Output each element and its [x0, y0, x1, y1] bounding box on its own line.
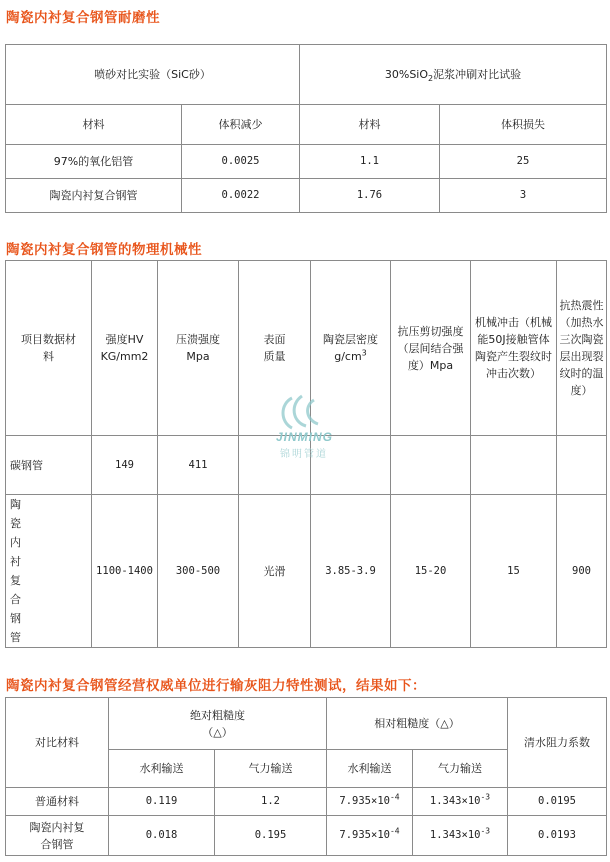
table-row: [6, 816, 607, 856]
cell-value: 1100-1400: [92, 495, 158, 648]
sandblast-group-header: 喷砂对比实验（SiC砂）: [6, 45, 300, 105]
cell-value: $7.935\times 10^{-4}$: [327, 788, 413, 816]
hdr-surface: 表面质量: [239, 261, 311, 436]
col-volume-loss: 体积损失: [440, 105, 607, 145]
cell-value: 3: [440, 179, 607, 213]
cell-value: $1.343\times 10^{-3}$: [413, 816, 508, 856]
cell-value: 900: [557, 495, 607, 648]
col-material-b: 材料: [300, 105, 440, 145]
cell-value: 411: [158, 436, 239, 495]
cell-value: 1.1: [300, 145, 440, 179]
hdr-compare-material: 对比材料: [6, 698, 109, 788]
cell-value: [471, 436, 557, 495]
hdr-relative-roughness: 相对粗糙度（△）: [327, 698, 508, 750]
hdr-density: 陶瓷层密度 $g/cm^3$: [311, 261, 391, 436]
hdr-rel-pneumatic: 气力输送: [413, 750, 508, 788]
hdr-item: 项目数据材料: [6, 261, 92, 436]
resistance-table: [5, 697, 607, 856]
hdr-impact: 机械冲击（机械能50J接触管体陶瓷产生裂纹时冲击次数）: [471, 261, 557, 436]
hdr-absolute-roughness: 绝对粗糙度（△）: [109, 698, 327, 750]
cell-value: 15: [471, 495, 557, 648]
hdr-thermal: 抗热震性（加热水三次陶瓷层出现裂纹时的温度）: [557, 261, 607, 436]
hdr-abs-pneumatic: 气力输送: [215, 750, 327, 788]
cell-value: 0.018: [109, 816, 215, 856]
cell-value: 149: [92, 436, 158, 495]
table-row: [6, 145, 607, 179]
cell-value: 0.0025: [182, 145, 300, 179]
cell-value: 0.0195: [508, 788, 607, 816]
hdr-crush: 压溃强度 Mpa: [158, 261, 239, 436]
cell-value: 0.0193: [508, 816, 607, 856]
cell-value: 0.195: [215, 816, 327, 856]
hdr-hardness: 强度HV KG/mm2: [92, 261, 158, 436]
cell-value: 300-500: [158, 495, 239, 648]
cell-value: 25: [440, 145, 607, 179]
cell-material: 97%的氧化铝管: [6, 145, 182, 179]
cell-value: 0.0022: [182, 179, 300, 213]
cell-value: [557, 436, 607, 495]
cell-material: 陶瓷内衬复合钢管: [6, 179, 182, 213]
col-volume-reduce: 体积减少: [182, 105, 300, 145]
watermark-logo: [262, 392, 354, 462]
cell-value: $1.343\times 10^{-3}$: [413, 788, 508, 816]
table-row: [6, 179, 607, 213]
cell-value: 3.85-3.9: [311, 495, 391, 648]
cell-material: 陶瓷内衬复合钢管: [6, 816, 109, 856]
hdr-abs-hydraulic: 水利输送: [109, 750, 215, 788]
hdr-shear: 抗压剪切强度（层间结合强度）Mpa: [391, 261, 471, 436]
col-material-a: 材料: [6, 105, 182, 145]
cell-value: 1.2: [215, 788, 327, 816]
watermark-brand-cn: 锦明管道: [280, 449, 328, 460]
hdr-water-resistance: 清水阻力系数: [508, 698, 607, 788]
section-title-mechanical: 陶瓷内衬复合钢管的物理机械性: [6, 242, 202, 258]
table-row: [6, 495, 607, 648]
cell-value: 1.76: [300, 179, 440, 213]
table-row: [6, 788, 607, 816]
cell-value: $7.935\times 10^{-4}$: [327, 816, 413, 856]
hdr-rel-hydraulic: 水利输送: [327, 750, 413, 788]
cell-material: 碳钢管: [6, 436, 92, 495]
cell-material: 陶瓷内衬复合钢管: [6, 495, 92, 648]
cell-value: [391, 436, 471, 495]
cell-material: 普通材料: [6, 788, 109, 816]
section-title-wear: 陶瓷内衬复合钢管耐磨性: [6, 10, 160, 26]
cell-value: 光滑: [239, 495, 311, 648]
cell-value: 15-20: [391, 495, 471, 648]
section-title-resistance: 陶瓷内衬复合钢管经营权威单位进行输灰阻力特性测试，结果如下：: [6, 678, 426, 694]
cell-value: 0.119: [109, 788, 215, 816]
wear-table: [5, 44, 607, 213]
slurry-group-header: 30%SiO$_2$泥浆冲刷对比试验: [300, 45, 607, 105]
watermark-brand: JINMING: [276, 430, 334, 444]
